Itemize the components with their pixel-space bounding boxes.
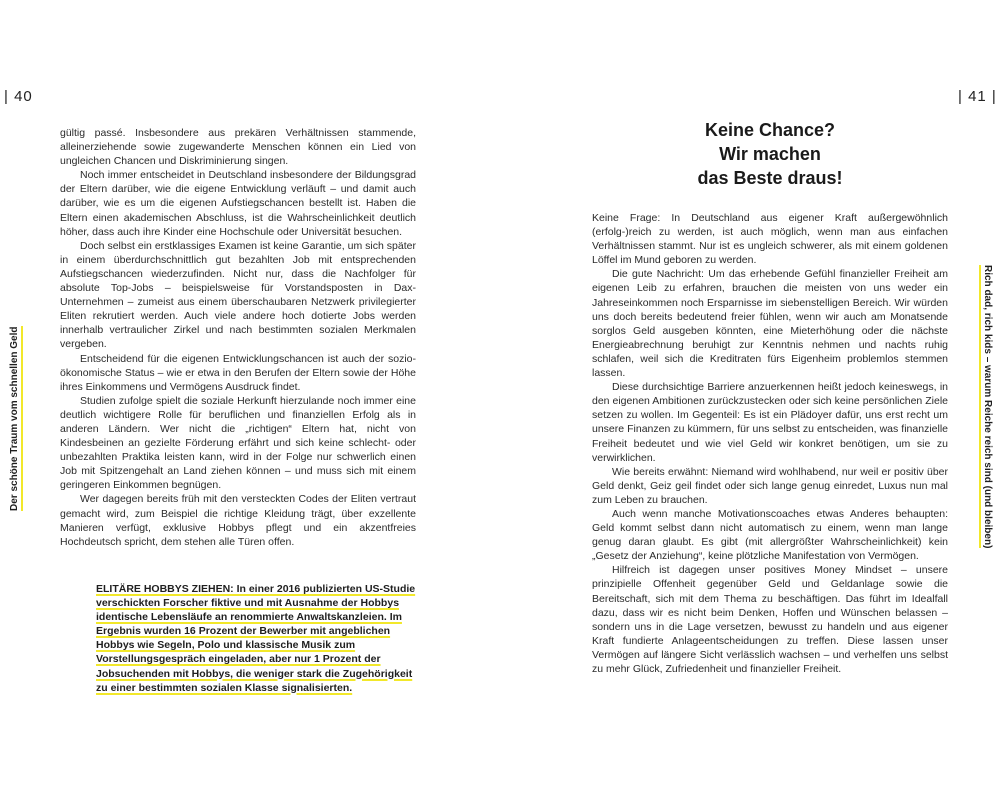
heading-line: Wir machen: [719, 144, 821, 164]
callout-box: [96, 582, 416, 695]
paragraph: Entscheidend für die eigenen Entwicklungschancen ist auch der sozio-ökonomische Status – wie er etwa in den Berufen der Eltern sowie der Höhe ihres Einkommens und Vermögens Ausdruck findet.: [60, 352, 416, 393]
paragraph: Diese durchsichtige Barriere anzuerkennen heißt jedoch keineswegs, in den eigenen Ambitionen zurückzustecken oder sich keine persönlichen Ziele setzen zu wollen. Im Gegenteil: Es ist ein Plädoyer dafür, uns erst recht um unsere Finanzen zu kümmern, für uns selbst zu entscheiden, was finanzielle Freiheit bedeutet und wie viel Geld wir konkret benötigen, um sie zu verwirklichen.: [592, 381, 948, 464]
paragraph: Wie bereits erwähnt: Niemand wird wohlhabend, nur weil er positiv über Geld denkt, Geiz geil findet oder sich lange genug einredet, Luxus nun mal zum Leben zu brauchen.: [592, 465, 948, 506]
page-number-left: | 40: [4, 88, 33, 105]
callout-text: ELITÄRE HOBBYS ZIEHEN: In einer 2016 publizierten US-Studie verschickten Forscher fiktive und mit Ausnahme der Hobbys identische Lebensläufe an renommierte Anwaltskanzleien. Im Ergebnis wurden 16 Prozent der Bewerber mit angeblichen Hobbys wie Segeln, Polo und klassische Musik zum Vorstellungsgespräch eingeladen, aber nur 1 Prozent der Jobsuchenden mit Hobbys, die weniger stark die Zugehörigkeit zu einer bestimmten sozialen Klasse signalisierten.: [96, 583, 416, 694]
running-title-left: Der schöne Traum vom schnellen Geld: [9, 326, 23, 511]
heading-line: Keine Chance?: [704, 120, 836, 140]
paragraph: Hilfreich ist dagegen unser positives Money Mindset – unsere prinzipielle Offenheit gegenüber Geld und Geldanlage sowie die Bereitschaft, sich mit dem Thema zu beschäftigen. Das führt im Idealfall dazu, dass wir es nicht beim Denken, Hoffen und Wünschen belassen – sondern uns in die Lage versetzen, bewusst zu handeln und aus eigener Kraft fundierte Anlageentscheidungen zu treffen. Diese lassen unser Vermögen auf längere Sicht verlässlich wachsen – und verhelfen uns selbst zu mehr Glück, Zufriedenheit und finanzieller Freiheit.: [592, 564, 948, 675]
paragraph: Keine Frage: In Deutschland aus eigener Kraft außergewöhnlich (erfolg-)reich zu werden, ist auch möglich, wenn man aus einfachen Verhältnissen stammt. Nur ist es ungleich schwerer, als mit einem goldenen Löffel im Mund geboren zu werden.: [592, 212, 948, 267]
paragraph: Die gute Nachricht: Um das erhebende Gefühl finanzieller Freiheit am eigenen Leib zu erfahren, brauchen die meisten von uns weder ein Jahreseinkommen noch Ersparnisse im siebenstelligen Bereich. Wir würden uns doch bereits bedeutend freier fühlen, wenn wir auch am Monatsende sorglos Geld ausgeben könnten, eine Mieterhöhung oder die nächste Energieabrechnung beruhigt zur Kenntnis nehmen und nachts ruhig schlafen, weil sich die Kreditraten fürs Eigenheim problemlos stemmen lassen.: [592, 268, 948, 380]
right-page-body: [592, 211, 948, 676]
paragraph: gültig passé. Insbesondere aus prekären Verhältnissen stammende, alleinerziehende sowie zugewanderte Menschen können ein Lied von ungleichen Chancen und Diskriminierung singen.: [60, 127, 416, 168]
section-heading: [620, 118, 920, 190]
paragraph: Doch selbst ein erstklassiges Examen ist keine Garantie, um sich später in einem überdurchschnittlich gut bezahlten Job mit entsprechenden Aufstiegschancen wiederzufinden. Nicht nur, dass die Nachfolger für absolute Top-Jobs – beispielsweise für Vorstandsposten in Dax-Unternehmen – zumeist aus einem überschaubaren Netzwerk privilegierter Eliten rekrutiert werden. Auch viele andere hoch dotierte Jobs werden innerhalb vertraulicher Zirkel und nach bestimmten sozialen Merkmalen vergeben.: [60, 239, 416, 351]
paragraph: Auch wenn manche Motivationscoaches etwas Anderes behaupten: Geld kommt selbst dann nicht automatisch zu einem, wenn man lange genug daran glaubt. Es gibt (mit allergrößter Wahrscheinlichkeit) kein „Gesetz der Anziehung“, keine plötzliche Manifestation von Vermögen.: [592, 507, 948, 563]
paragraph: Wer dagegen bereits früh mit den versteckten Codes der Eliten vertraut gemacht wird, zum Beispiel die richtige Kleidung trägt, über exzellente Manieren verfügt, exklusive Hobbys pflegt und ein akzentfreies Hochdeutsch spricht, dem stehen alle Türen offen.: [60, 493, 416, 548]
heading-line: das Beste draus!: [697, 168, 843, 188]
paragraph: Studien zufolge spielt die soziale Herkunft hierzulande noch immer eine deutlich wichtigere Rolle für beruflichen und finanziellen Erfolg als in anderen Ländern. Wer nicht die „richtigen“ Eltern hat, nicht von Kindesbeinen an gezielte Förderung erfährt und sich keine schlecht- oder unbezahlten Praktika leisten kann, wird in der Folge nur schwerlich einen Job mit Spitzengehalt an Land ziehen können – und muss sich mit einem geringeren Einkommen begnügen.: [60, 394, 416, 492]
left-page-body: [60, 126, 416, 549]
paragraph: Noch immer entscheidet in Deutschland insbesondere der Bildungsgrad der Eltern darüber, wie die eigene Entwicklung verläuft – und damit auch darüber, wie es um die eigenen Aufstiegschancen bestellt ist. Haben die Eltern einen akademischen Abschluss, ist die Wahrscheinlichkeit deutlich höher, dass auch ihre Kinder eine Hochschule oder Universität besuchen.: [60, 169, 416, 238]
page-number-right: | 41 |: [958, 88, 997, 105]
running-title-right: Rich dad, rich kids – warum Reiche reich sind (und bleiben): [979, 265, 993, 548]
